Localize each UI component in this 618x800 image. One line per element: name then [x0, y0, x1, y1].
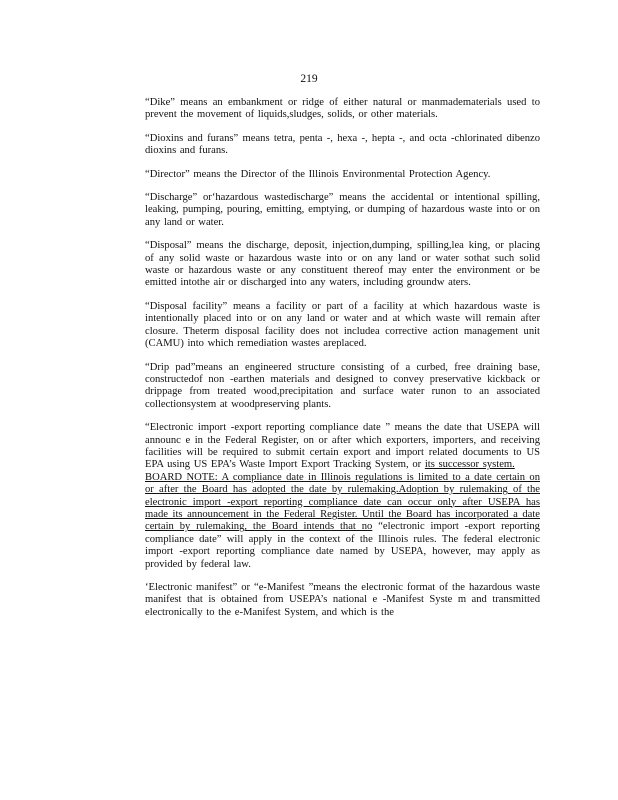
definition-discharge: “Discharge” or‘hazardous wastedischarge” means the accidental or intentional spilling, leaking, pumping, pouring, emitting, emptying, or dumping of hazardous waste into or on any land or water. [145, 192, 540, 228]
board-note [145, 472, 540, 571]
definition-disposal-facility: “Disposal facility” means a facility or part of a facility at which hazardous waste is intentionally placed into or on any land or water and at which waste will remain after closure. Theterm disposal facility does not includea corrective action management unit (CAMU) into which remediation wastes areplaced. [145, 300, 540, 350]
definition-dioxins-furans: “Dioxins and furans” means tetra, penta -, hexa -, hepta -, and octa -chlorinated dibenzo dioxins and furans. [145, 132, 540, 157]
board-note-text: “electronic import -export reporting compliance date” will apply in the context of the Illinois rules. The federal electronic import -export reporting compliance date named by USEPA, however, may apply as provided by federal law. [145, 521, 540, 570]
definition-drip-pad: “Drip pad”means an engineered structure consisting of a curbed, free draining base, constructedof non -earthen materials and designed to convey preservative kickback or drippage from treated wood,precipitation and surface water runon to an associated collectionsystem at woodpreserving plants. [145, 361, 540, 410]
definition-text: “Electronic import -export reporting compliance date ” means the date that USEPA will announc e in the Federal Register, on or after which exporters, importers, and receiving facilities will be required to submit certain export and import related documents to US EPA using US EPA’s Waste Import Export Tracking System, or [145, 422, 540, 471]
page-number: 219 [300, 73, 318, 85]
underlined-board-note: BOARD NOTE: A compliance date in Illinois regulations is limited to a date certain on or after the Board has adopted the date by rulemaking.Adoption by rulemaking of the electronic import -export reporting compliance date can occur only after USEPA has made its announcement in the Federal Register. Until the Board has incorporated a date certain by rulemaking, the Board intends that no [145, 471, 540, 533]
definition-electronic-import-export-date [145, 422, 540, 472]
definition-electronic-manifest: ‘Electronic manifest” or “e-Manifest ”means the electronic format of the hazardous waste manifest that is obtained from USEPA’s national e -Manifest Syste m and transmitted electronically to the e-Manifest System, and which is the [145, 582, 540, 618]
definition-disposal: “Disposal” means the discharge, deposit, injection,dumping, spilling,lea king, or placing of any solid waste or hazardous waste into or on any land or water sothat such solid waste or hazardous waste or any constituent thereof may enter the environment or be emitted intothe air or discharged into any waters, including groundw aters. [145, 240, 540, 289]
definition-dike: “Dike” means an embankment or ridge of either natural or manmadematerials used to prevent the movement of liquids,sludges, solids, or other materials. [145, 97, 540, 121]
underlined-amendment: its successor system. [424, 459, 515, 471]
definition-director: “Director” means the Director of the Illinois Environmental Protection Agency. [145, 168, 491, 180]
page-content [145, 97, 540, 630]
